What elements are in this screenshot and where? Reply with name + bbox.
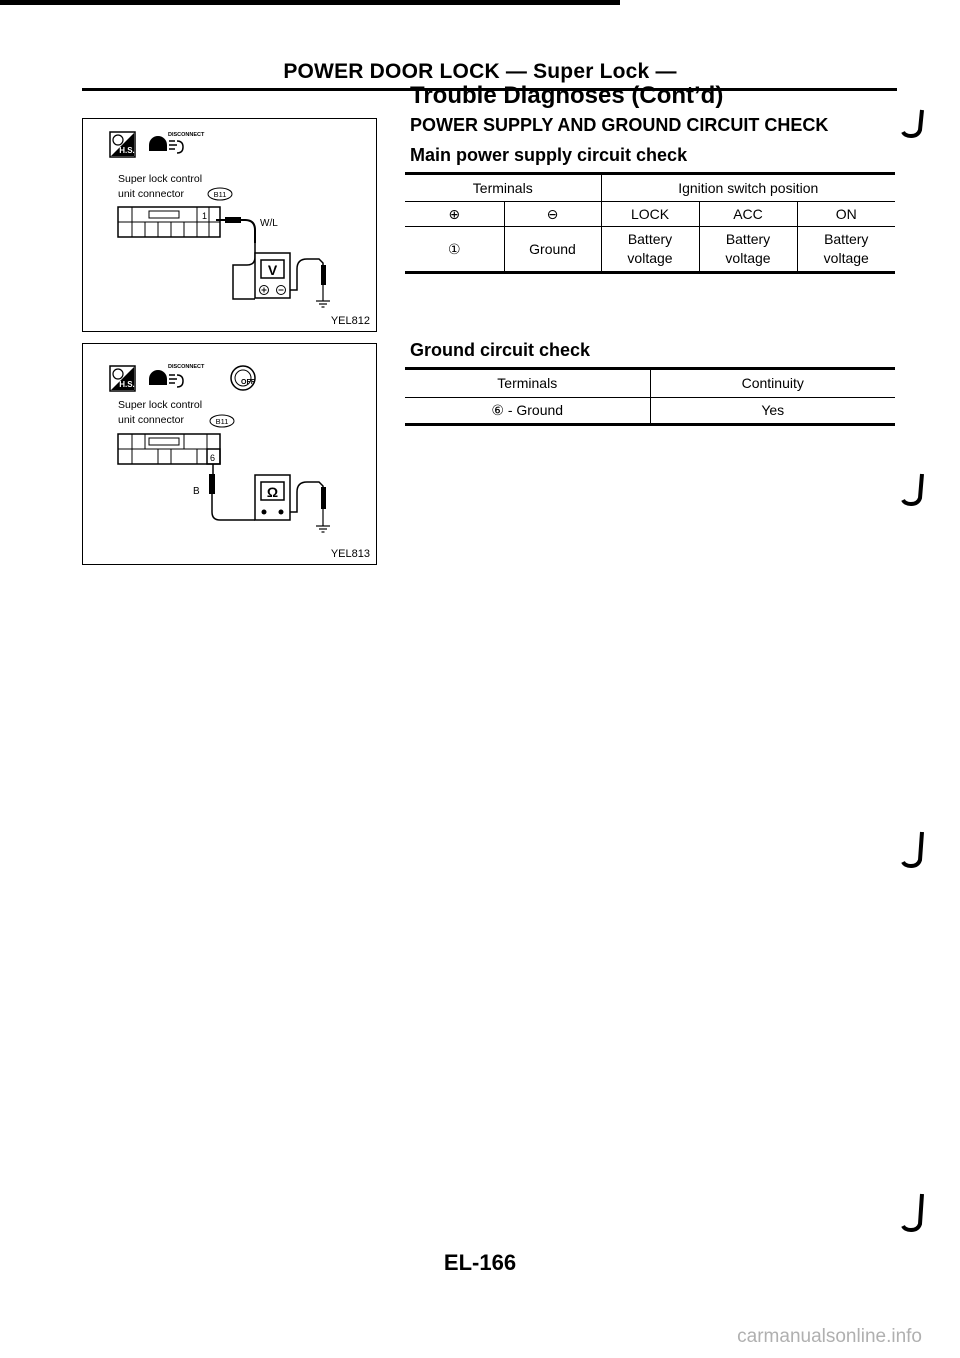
meter-symbol: Ω [266, 484, 279, 500]
position-acc: ACC [699, 202, 797, 227]
plus-terminal-header: ⊕ [405, 202, 504, 227]
pin-number: 6 [210, 453, 216, 463]
margin-mark-icon [900, 830, 930, 870]
section-subtitle: POWER SUPPLY AND GROUND CIRCUIT CHECK [410, 115, 829, 135]
probe-wire [216, 220, 255, 243]
top-edge-bar [0, 0, 620, 5]
connector-id: B11 [215, 417, 229, 426]
pin-number: 1 [202, 211, 208, 221]
off-label: OFF [241, 379, 255, 386]
connector-icon [118, 434, 220, 464]
section-title: Trouble Diagnoses (Cont’d) [410, 82, 724, 109]
hs-icon [110, 132, 135, 157]
disconnect-icon [149, 370, 183, 387]
continuity-cell: Yes [650, 398, 895, 425]
hs-label: H.S. [119, 380, 135, 389]
wire-color: B [193, 486, 200, 497]
value-cell-acc: Battery voltage [699, 227, 797, 273]
caption-line2: unit connector [118, 188, 184, 200]
disconnect-icon [149, 136, 183, 153]
figure-continuity-check [82, 343, 377, 565]
terminal-cell: ⑥ - Ground [405, 398, 650, 425]
position-on: ON [797, 202, 895, 227]
meter-symbol: V [267, 262, 278, 278]
caption-line1: Super lock control [118, 399, 203, 411]
value-cell-on: Battery voltage [797, 227, 895, 273]
disconnect-label: DISCONNECT [168, 364, 205, 370]
main-power-table [405, 172, 895, 274]
ground-icon [316, 526, 330, 532]
ignition-header: Ignition switch position [601, 174, 895, 202]
margin-mark-icon [900, 472, 930, 508]
connector-id: B11 [213, 190, 227, 199]
table-row [405, 227, 895, 273]
wire-color: W/L [260, 218, 278, 229]
terminal-cell: ① [405, 227, 504, 273]
continuity-check-diagram [83, 344, 376, 564]
ground-cell: Ground [504, 227, 601, 273]
main-power-title: Main power supply circuit check [410, 145, 688, 165]
voltage-check-diagram [83, 119, 376, 331]
caption-line2: unit connector [118, 414, 184, 426]
value-cell-lock: Battery voltage [601, 227, 699, 273]
margin-mark-icon [900, 108, 930, 140]
table-row [405, 398, 895, 425]
figure-code: YEL813 [330, 548, 370, 560]
figure-voltage-check [82, 118, 377, 332]
disconnect-label: DISCONNECT [168, 132, 205, 138]
hs-icon [110, 366, 135, 391]
figure-code: YEL812 [330, 315, 370, 327]
terminals-header: Terminals [472, 179, 533, 196]
ground-icon [316, 301, 330, 307]
position-lock: LOCK [601, 202, 699, 227]
ignition-off-icon [231, 366, 256, 390]
minus-terminal-header: ⊖ [504, 202, 601, 227]
page-number: EL-166 [443, 1250, 517, 1275]
page-header: POWER DOOR LOCK — Super Lock — [283, 60, 677, 83]
margin-mark-icon [900, 1192, 930, 1234]
hs-label: H.S. [119, 146, 135, 155]
ground-check-table [405, 367, 895, 426]
watermark: carmanualsonline.info [737, 1326, 922, 1347]
ground-check-title: Ground circuit check [410, 340, 591, 360]
continuity-header: Continuity [650, 369, 895, 398]
terminals-header: Terminals [497, 375, 558, 391]
caption-line1: Super lock control [118, 173, 203, 185]
